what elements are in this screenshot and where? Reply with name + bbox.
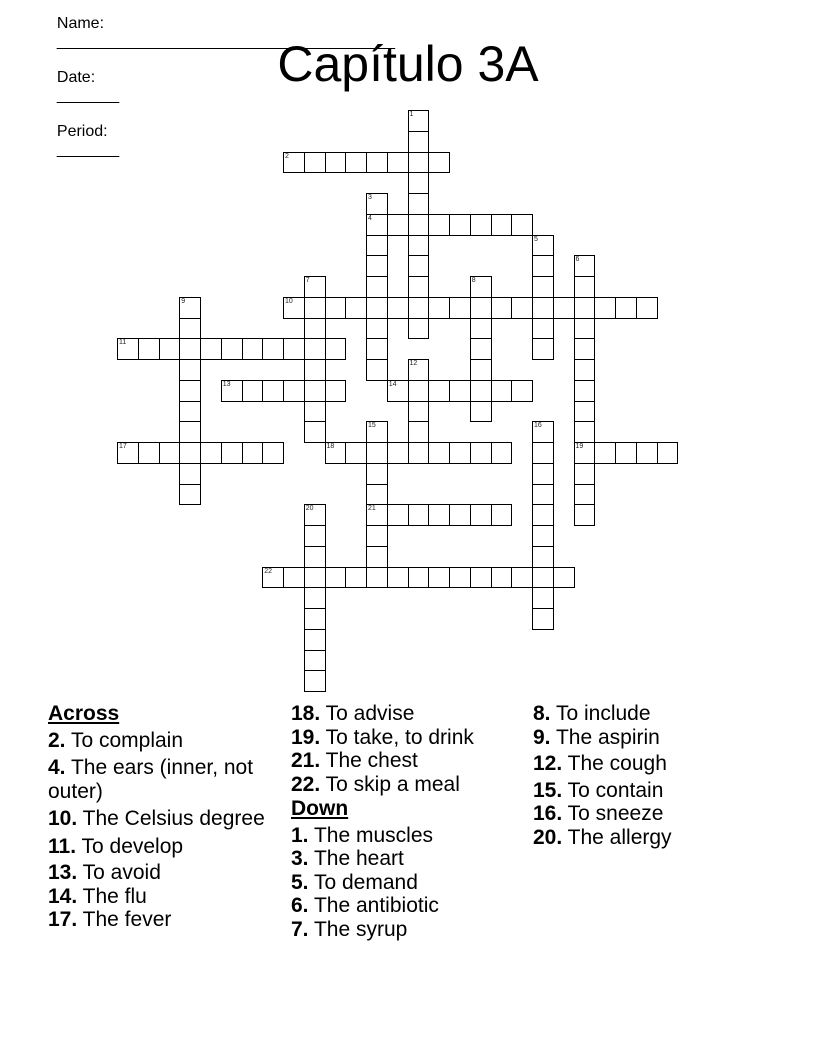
- crossword-cell[interactable]: [470, 214, 492, 236]
- cell-number: 1: [409, 111, 414, 118]
- clue-down-7: 7. The syrup: [291, 917, 408, 941]
- crossword-cell[interactable]: [532, 608, 554, 630]
- crossword-cell[interactable]: [179, 359, 201, 381]
- clue-down-8: 8. To include: [533, 702, 651, 725]
- crossword-cell[interactable]: [366, 297, 388, 319]
- crossword-cell[interactable]: [366, 463, 388, 485]
- crossword-cell[interactable]: [574, 380, 596, 402]
- crossword-cell[interactable]: [387, 152, 409, 174]
- cell-number: 14: [388, 380, 397, 388]
- crossword-cell[interactable]: [408, 504, 430, 526]
- crossword-cell[interactable]: [159, 338, 181, 360]
- cell-number: 9: [181, 297, 186, 305]
- crossword-cell[interactable]: [387, 380, 409, 402]
- crossword-cell[interactable]: [304, 297, 326, 319]
- crossword-cell[interactable]: [574, 484, 596, 506]
- crossword-cell[interactable]: [304, 629, 326, 651]
- crossword-cell[interactable]: [366, 152, 388, 174]
- crossword-cell[interactable]: [532, 318, 554, 340]
- crossword-cell[interactable]: [408, 380, 430, 402]
- crossword-cell[interactable]: [200, 442, 222, 464]
- crossword-cell[interactable]: [325, 442, 347, 464]
- crossword-cell[interactable]: [366, 442, 388, 464]
- crossword-cell[interactable]: [387, 567, 409, 589]
- crossword-cell[interactable]: [242, 338, 264, 360]
- crossword-cell[interactable]: [449, 504, 471, 526]
- crossword-cell[interactable]: [408, 214, 430, 236]
- crossword-cell[interactable]: [304, 670, 326, 692]
- crossword-cell[interactable]: [428, 152, 450, 174]
- crossword-cell[interactable]: [138, 338, 160, 360]
- crossword-cell[interactable]: [325, 338, 347, 360]
- cell-number: 19: [575, 443, 584, 450]
- crossword-cell[interactable]: [511, 297, 533, 319]
- crossword-cell[interactable]: [408, 442, 430, 464]
- crossword-cell[interactable]: [408, 401, 430, 423]
- crossword-cell[interactable]: [470, 338, 492, 360]
- crossword-cell[interactable]: [470, 567, 492, 589]
- date-label: Date:: [56, 69, 96, 86]
- crossword-cell[interactable]: [283, 297, 305, 319]
- clues-column-1: [48, 702, 278, 932]
- crossword-cell[interactable]: [304, 338, 326, 360]
- clue-across-17: 17. The fever: [48, 908, 172, 931]
- crossword-cell[interactable]: [366, 193, 388, 215]
- crossword-cell[interactable]: [408, 235, 430, 257]
- cell-number: 12: [409, 360, 418, 367]
- crossword-cell[interactable]: [532, 421, 554, 443]
- crossword-cell[interactable]: [428, 214, 450, 236]
- cell-number: 2: [285, 152, 289, 160]
- crossword-cell[interactable]: [408, 297, 430, 319]
- crossword-cell[interactable]: [511, 380, 533, 402]
- crossword-cell[interactable]: [408, 567, 430, 589]
- page-title: Capítulo 3A: [277, 36, 539, 92]
- crossword-cell[interactable]: [179, 318, 201, 340]
- crossword-cell[interactable]: [262, 338, 284, 360]
- crossword-cell[interactable]: [532, 442, 554, 464]
- clue-across-13: 13. To avoid: [48, 861, 161, 884]
- crossword-cell[interactable]: [325, 152, 347, 174]
- clue-across-21: 21. The chest: [291, 749, 418, 772]
- crossword-cell[interactable]: [574, 297, 596, 319]
- crossword-cell[interactable]: [242, 442, 264, 464]
- crossword-cell[interactable]: [574, 318, 596, 340]
- crossword-cell[interactable]: [574, 359, 596, 381]
- crossword-cell[interactable]: [366, 318, 388, 340]
- crossword-cell[interactable]: [366, 255, 388, 277]
- crossword-cell[interactable]: [283, 567, 305, 589]
- cell-number: 21: [368, 505, 376, 513]
- crossword-cell[interactable]: [532, 587, 554, 609]
- crossword-cell[interactable]: [325, 297, 347, 319]
- crossword-cell[interactable]: [304, 650, 326, 672]
- clue-across-2: 2. To complain: [48, 728, 184, 752]
- down-heading: Down: [291, 797, 349, 820]
- crossword-cell[interactable]: [387, 442, 409, 464]
- crossword-cell[interactable]: [574, 442, 596, 464]
- crossword-cell[interactable]: [532, 297, 554, 319]
- cell-number: 3: [368, 194, 372, 201]
- crossword-cell[interactable]: [304, 380, 326, 402]
- crossword-cell[interactable]: [511, 214, 533, 236]
- cell-number: 16: [534, 422, 542, 430]
- clue-down-1: 1. The muscles: [291, 823, 434, 847]
- crossword-cell[interactable]: [532, 504, 554, 526]
- crossword-cell[interactable]: [179, 380, 201, 402]
- clue-down-20: 20. The allergy: [533, 825, 672, 849]
- clue-down-12: 12. The cough: [533, 752, 667, 775]
- crossword-cell[interactable]: [470, 297, 492, 319]
- crossword-cell[interactable]: [470, 276, 492, 298]
- crossword-cell[interactable]: [636, 297, 658, 319]
- crossword-cell[interactable]: [532, 463, 554, 485]
- crossword-cell[interactable]: [470, 359, 492, 381]
- crossword-cell[interactable]: [366, 484, 388, 506]
- crossword-cell[interactable]: [470, 504, 492, 526]
- crossword-cell[interactable]: [574, 504, 596, 526]
- period-field[interactable]: _______: [56, 141, 120, 158]
- crossword-cell[interactable]: [511, 567, 533, 589]
- clue-down-9: 9. The aspirin: [533, 725, 660, 749]
- crossword-cell[interactable]: [408, 421, 430, 443]
- clue-across-22: 22. To skip a meal: [291, 772, 460, 796]
- crossword-cell[interactable]: [345, 567, 367, 589]
- cell-number: 22: [264, 567, 273, 575]
- crossword-cell[interactable]: [366, 214, 388, 236]
- crossword-cell[interactable]: [574, 276, 596, 298]
- crossword-cell[interactable]: [387, 297, 409, 319]
- crossword-cell[interactable]: [449, 297, 471, 319]
- crossword-cell[interactable]: [366, 546, 388, 568]
- crossword-cell[interactable]: [345, 152, 367, 174]
- crossword-cell[interactable]: [138, 442, 160, 464]
- clues-column-3: [533, 702, 773, 849]
- name-label: Name:: [56, 15, 105, 32]
- crossword-cell[interactable]: [221, 442, 243, 464]
- crossword-cell[interactable]: [428, 297, 450, 319]
- cell-number: 5: [534, 235, 538, 243]
- crossword-cell[interactable]: [428, 567, 450, 589]
- cell-number: 13: [222, 380, 231, 388]
- crossword-cell[interactable]: [262, 567, 284, 589]
- crossword-cell[interactable]: [594, 297, 616, 319]
- crossword-cell[interactable]: [387, 214, 409, 236]
- crossword-cell[interactable]: [345, 297, 367, 319]
- crossword-cell[interactable]: [325, 380, 347, 402]
- crossword-cell[interactable]: [387, 504, 409, 526]
- crossword-cell[interactable]: [408, 255, 430, 277]
- crossword-cell[interactable]: [179, 297, 201, 319]
- crossword-cell[interactable]: [470, 380, 492, 402]
- crossword-cell[interactable]: [345, 442, 367, 464]
- cell-number: 15: [368, 422, 376, 430]
- clue-down-3: 3. The heart: [291, 847, 404, 870]
- crossword-cell[interactable]: [366, 359, 388, 381]
- crossword-cell[interactable]: [408, 359, 430, 381]
- crossword-cell[interactable]: [304, 152, 326, 174]
- crossword-cell[interactable]: [428, 504, 450, 526]
- crossword-cell[interactable]: [574, 255, 596, 277]
- crossword-cell[interactable]: [449, 442, 471, 464]
- across-heading: Across: [48, 702, 120, 725]
- period-label: Period:: [56, 123, 108, 140]
- crossword-cell[interactable]: [532, 567, 554, 589]
- crossword-cell[interactable]: [408, 276, 430, 298]
- crossword-cell[interactable]: [491, 380, 513, 402]
- crossword-cell[interactable]: [200, 338, 222, 360]
- crossword-cell[interactable]: [304, 401, 326, 423]
- crossword-cell[interactable]: [366, 235, 388, 257]
- crossword-cell[interactable]: [615, 297, 637, 319]
- crossword-cell[interactable]: [179, 463, 201, 485]
- crossword-cell[interactable]: [221, 338, 243, 360]
- crossword-cell[interactable]: [470, 401, 492, 423]
- crossword-cell[interactable]: [304, 567, 326, 589]
- crossword-cell[interactable]: [449, 567, 471, 589]
- crossword-cell[interactable]: [574, 421, 596, 443]
- crossword-cell[interactable]: [574, 338, 596, 360]
- name-field[interactable]: ______________________________________: [56, 33, 396, 50]
- clue-across-19: 19. To take, to drink: [291, 725, 474, 749]
- crossword-cell[interactable]: [366, 525, 388, 547]
- clue-across-14: 14. The flu: [48, 884, 147, 908]
- crossword-cell[interactable]: [491, 567, 513, 589]
- date-field[interactable]: _______: [56, 87, 120, 104]
- crossword-cell[interactable]: [657, 442, 679, 464]
- crossword-cell[interactable]: [304, 421, 326, 443]
- crossword-cell[interactable]: [159, 442, 181, 464]
- crossword-cell[interactable]: [532, 546, 554, 568]
- crossword-cell[interactable]: [117, 442, 139, 464]
- crossword-cell[interactable]: [366, 276, 388, 298]
- crossword-cell[interactable]: [221, 380, 243, 402]
- crossword-cell[interactable]: [304, 587, 326, 609]
- crossword-cell[interactable]: [179, 338, 201, 360]
- crossword-cell[interactable]: [491, 297, 513, 319]
- crossword-cell[interactable]: [283, 152, 305, 174]
- crossword-cell[interactable]: [179, 484, 201, 506]
- cell-number: 4: [368, 214, 372, 222]
- crossword-cell[interactable]: [283, 338, 305, 360]
- crossword-cell[interactable]: [491, 504, 513, 526]
- cell-number: 18: [326, 443, 335, 450]
- crossword-cell[interactable]: [470, 442, 492, 464]
- crossword-cell[interactable]: [553, 567, 575, 589]
- clue-down-6: 6. The antibiotic: [291, 894, 439, 917]
- crossword-cell[interactable]: [532, 338, 554, 360]
- crossword-cell[interactable]: [636, 442, 658, 464]
- crossword-cell[interactable]: [491, 442, 513, 464]
- crossword-cell[interactable]: [325, 567, 347, 589]
- crossword-cell[interactable]: [408, 131, 430, 153]
- crossword-cell[interactable]: [179, 401, 201, 423]
- crossword-cell[interactable]: [532, 484, 554, 506]
- clue-down-15: 15. To contain: [533, 778, 664, 802]
- crossword-cell[interactable]: [304, 318, 326, 340]
- crossword-cell[interactable]: [179, 421, 201, 443]
- cell-number: 10: [285, 297, 293, 305]
- crossword-cell[interactable]: [408, 318, 430, 340]
- crossword-cell[interactable]: [449, 380, 471, 402]
- cell-number: 8: [471, 277, 476, 284]
- crossword-cell[interactable]: [532, 276, 554, 298]
- crossword-cell[interactable]: [304, 525, 326, 547]
- crossword-cell[interactable]: [428, 442, 450, 464]
- cell-number: 17: [119, 443, 127, 450]
- crossword-cell[interactable]: [304, 504, 326, 526]
- crossword-cell[interactable]: [408, 193, 430, 215]
- crossword-cell[interactable]: [262, 442, 284, 464]
- crossword-cell[interactable]: [532, 525, 554, 547]
- crossword-cell[interactable]: [470, 318, 492, 340]
- crossword-cell[interactable]: [408, 152, 430, 174]
- clue-across-18: 18. To advise: [291, 702, 415, 725]
- crossword-cell[interactable]: [304, 359, 326, 381]
- crossword-cell[interactable]: [283, 380, 305, 402]
- crossword-cell[interactable]: [366, 504, 388, 526]
- clue-down-5: 5. To demand: [291, 870, 418, 894]
- crossword-cell[interactable]: [594, 442, 616, 464]
- crossword-cell[interactable]: [117, 338, 139, 360]
- crossword-cell[interactable]: [574, 463, 596, 485]
- crossword-cell[interactable]: [179, 442, 201, 464]
- crossword-cell[interactable]: [408, 110, 430, 132]
- clues-column-2: [291, 702, 531, 941]
- cell-number: 6: [575, 256, 580, 264]
- crossword-cell[interactable]: [553, 297, 575, 319]
- crossword-cell[interactable]: [574, 401, 596, 423]
- cell-number: 7: [305, 277, 310, 284]
- clue-across-11: 11. To develop: [48, 834, 184, 858]
- cell-number: 20: [305, 505, 314, 513]
- crossword-cell[interactable]: [408, 172, 430, 194]
- crossword-cell[interactable]: [242, 380, 264, 402]
- clue-across-4: 4. The ears (inner, not outer): [48, 756, 254, 803]
- crossword-cell[interactable]: [304, 276, 326, 298]
- crossword-cell[interactable]: [366, 338, 388, 360]
- crossword-cell[interactable]: [449, 214, 471, 236]
- crossword-cell[interactable]: [615, 442, 637, 464]
- crossword-cell[interactable]: [428, 380, 450, 402]
- crossword-cell[interactable]: [304, 546, 326, 568]
- crossword-cell[interactable]: [366, 421, 388, 443]
- clue-across-10: 10. The Celsius degree: [48, 807, 265, 830]
- crossword-cell[interactable]: [532, 235, 554, 257]
- cell-number: 11: [119, 339, 127, 347]
- clue-down-16: 16. To sneeze: [533, 802, 664, 825]
- crossword-cell[interactable]: [304, 608, 326, 630]
- crossword-cell[interactable]: [532, 255, 554, 277]
- crossword-cell[interactable]: [366, 567, 388, 589]
- crossword-cell[interactable]: [262, 380, 284, 402]
- crossword-cell[interactable]: [491, 214, 513, 236]
